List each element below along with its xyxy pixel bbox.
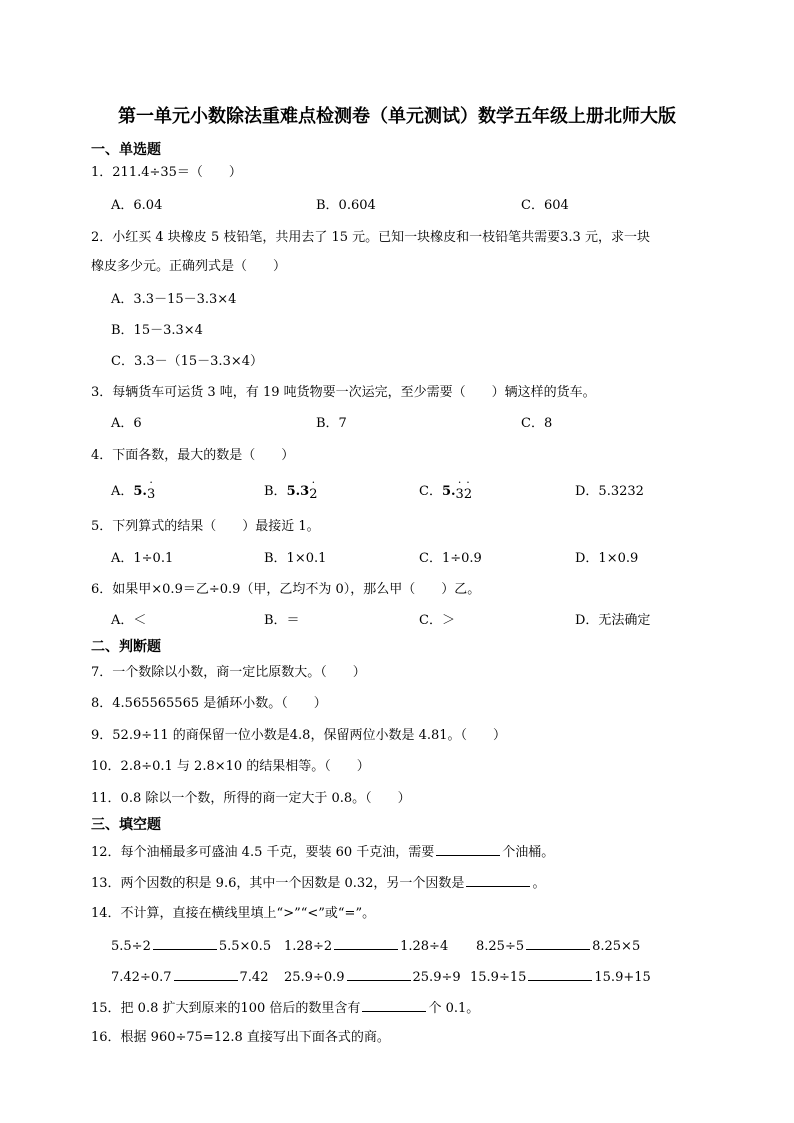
answer-blank[interactable]: [347, 966, 411, 981]
q2-option-b: B．15－3.3×4: [111, 323, 203, 338]
q1-option-a: A．6.04: [111, 198, 163, 213]
question-5: 5．下列算式的结果（ ）最接近 1。: [91, 519, 320, 534]
repeat-dot-icon: ·: [457, 476, 462, 489]
q5-option-a: A．1÷0.1: [111, 551, 174, 566]
question-6: 6．如果甲×0.9＝乙÷0.9（甲，乙均不为 0），那么甲（ ）乙。: [91, 582, 481, 597]
q14-item: 25.9÷0.9 25.9÷9: [284, 966, 461, 988]
answer-blank[interactable]: [436, 841, 500, 856]
q14-item: 5.5÷2 5.5×0.5: [111, 935, 271, 957]
question-4: 4．下面各数，最大的数是（ ）: [91, 448, 295, 463]
question-12: 12．每个油桶最多可盛油 4.5 千克，要装 60 千克油，需要 个油桶。: [91, 841, 554, 863]
q4-c-repeating-digit-1: · 3: [455, 476, 464, 502]
question-3: 3．每辆货车可运货 3 吨，有 19 吨货物要一次运完，至少需要（ ）辆这样的货车。: [91, 385, 596, 400]
q6-option-b: B．＝: [264, 613, 300, 628]
q1-option-b: B．0.604: [316, 198, 376, 213]
q2-option-a: A．3.3－15－3.3×4: [111, 292, 237, 307]
answer-blank[interactable]: [153, 935, 217, 950]
q2-option-c: C．3.3－（15－3.3×4）: [111, 354, 264, 369]
question-7: 7．一个数除以小数，商一定比原数大。（ ）: [91, 665, 366, 680]
q4-option-d: D．5.3232: [575, 484, 644, 499]
answer-blank[interactable]: [334, 935, 398, 950]
q4-c-prefix: C．: [419, 484, 442, 499]
q4-b-repeating-digit: · 2: [309, 476, 318, 502]
question-14: 14．不计算，直接在横线里填上“>”“<”或“=”。: [91, 906, 376, 921]
section-fill-blank: 三、填空题: [91, 817, 161, 833]
q14-item: 1.28÷2 1.28÷4: [284, 935, 448, 957]
q5-option-c: C．1÷0.9: [419, 551, 482, 566]
q3-option-b: B．7: [316, 416, 347, 431]
question-11: 11．0.8 除以一个数，所得的商一定大于 0.8。（ ）: [91, 791, 411, 806]
q4-a-prefix: A．: [111, 484, 134, 499]
answer-blank[interactable]: [528, 966, 592, 981]
question-8: 8．4.565565565 是循环小数。（ ）: [91, 696, 327, 711]
q5-option-b: B．1×0.1: [264, 551, 327, 566]
answer-blank[interactable]: [466, 872, 530, 887]
q14-item: 8.25÷5 8.25×5: [476, 935, 640, 957]
question-1: 1．211.4÷35＝（ ）: [91, 165, 242, 180]
question-16: 16．根据 960÷75=12.8 直接写出下面各式的商。: [91, 1030, 390, 1045]
question-9: 9．52.9÷11 的商保留一位小数是4.8，保留两位小数是 4.81。（ ）: [91, 728, 507, 743]
page-title: 第一单元小数除法重难点检测卷（单元测试）数学五年级上册北师大版: [118, 106, 676, 127]
answer-blank[interactable]: [362, 997, 426, 1012]
q4-c-int: 5.: [441, 484, 456, 499]
q14-item: 7.42÷0.7 7.42: [111, 966, 268, 988]
repeat-dot-icon: ·: [149, 476, 153, 489]
q4-b-int: 5.3: [286, 484, 310, 499]
repeat-dot-icon: ·: [311, 476, 316, 489]
answer-blank[interactable]: [174, 966, 238, 981]
q4-option-b: [264, 476, 318, 502]
question-2-line-1: 2．小红买 4 块橡皮 5 枝铅笔，共用去了 15 元。已知一块橡皮和一枝铅笔共需要3.3 元，求一块: [91, 230, 650, 245]
q4-option-c: [419, 476, 473, 502]
repeat-dot-icon: ·: [466, 476, 470, 489]
q4-c-repeating-digit-2: · 2: [463, 476, 473, 502]
question-2-line-2: 橡皮多少元。正确列式是（ ）: [91, 259, 287, 274]
q3-option-a: A．6: [111, 416, 142, 431]
section-true-false: 二、判断题: [91, 639, 161, 655]
q6-option-d: D．无法确定: [575, 613, 651, 628]
section-single-choice: 一、单选题: [91, 142, 161, 158]
q4-a-int: 5.: [133, 484, 147, 499]
q4-b-prefix: B．: [264, 484, 287, 499]
answer-blank[interactable]: [526, 935, 590, 950]
question-15: 15．把 0.8 扩大到原来的100 倍后的数里含有 个 0.1。: [91, 997, 479, 1019]
q6-option-a: A．＜: [111, 613, 147, 628]
question-13: 13．两个因数的积是 9.6，其中一个因数是 0.32，另一个因数是 。: [91, 872, 545, 894]
q4-a-repeating-digit: · 3: [146, 476, 156, 502]
question-10: 10．2.8÷0.1 与 2.8×10 的结果相等。（ ）: [91, 759, 370, 774]
q1-option-c: C．604: [521, 198, 569, 213]
q5-option-d: D．1×0.9: [575, 551, 639, 566]
q3-option-c: C．8: [521, 416, 553, 431]
q14-item: 15.9÷15 15.9+15: [470, 966, 651, 988]
q4-option-a: [111, 476, 156, 502]
q6-option-c: C．＞: [419, 613, 455, 628]
